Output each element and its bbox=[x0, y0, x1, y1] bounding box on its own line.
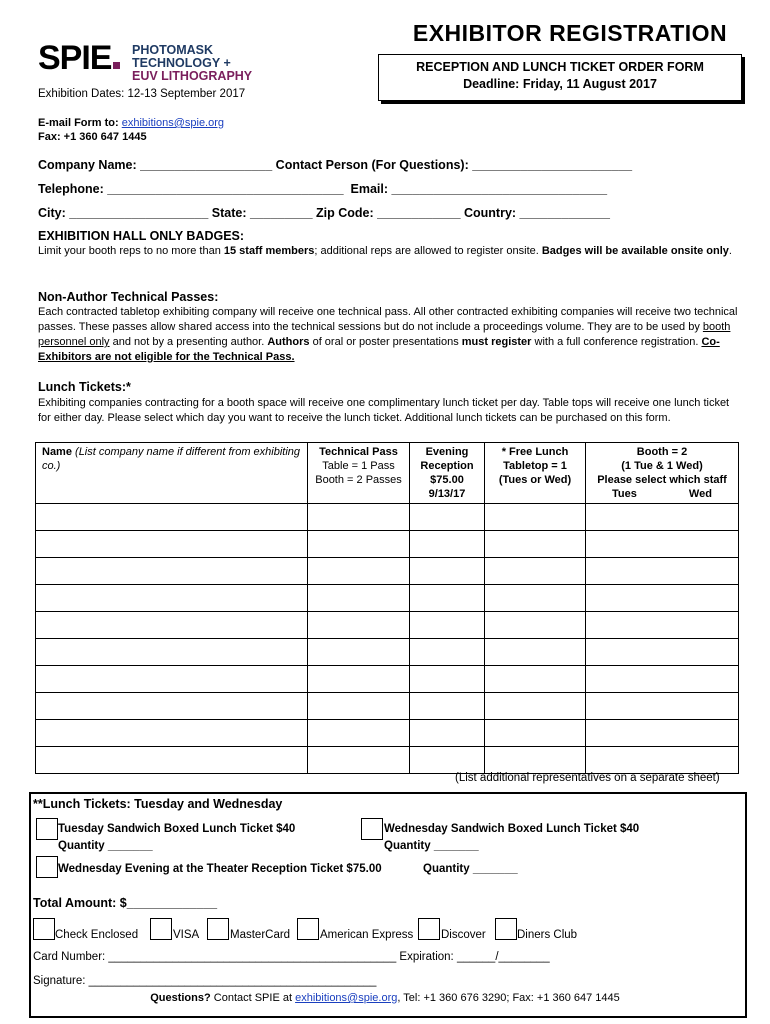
booth-cell[interactable] bbox=[586, 639, 739, 666]
check-enclosed-checkbox[interactable] bbox=[33, 918, 55, 940]
name-cell[interactable] bbox=[36, 612, 308, 639]
lunch-order-box bbox=[29, 792, 747, 1018]
name-cell[interactable] bbox=[36, 747, 308, 774]
name-cell[interactable] bbox=[36, 693, 308, 720]
name-header-note: (List company name if different from exhibiting co.) bbox=[42, 446, 301, 472]
technical-text-d: Authors bbox=[267, 336, 310, 348]
free-lunch-cell[interactable] bbox=[485, 693, 586, 720]
badges-text-a: Limit your booth reps to no more than bbox=[38, 245, 224, 257]
eve-header-1: Evening bbox=[425, 446, 469, 458]
wednesday-lunch-label: Wednesday Sandwich Boxed Lunch Ticket $40 bbox=[384, 823, 640, 835]
logo-dot-icon bbox=[113, 62, 120, 69]
evening-cell[interactable] bbox=[410, 693, 485, 720]
name-cell[interactable] bbox=[36, 558, 308, 585]
free-lunch-cell[interactable] bbox=[485, 504, 586, 531]
booth-cell[interactable] bbox=[586, 720, 739, 747]
page-title: EXHIBITOR REGISTRATION bbox=[412, 20, 728, 46]
technical-text-h: Co-Exhibitors are not eligible for the Technical Pass. bbox=[38, 336, 720, 363]
table-row[interactable] bbox=[36, 585, 739, 612]
table-row[interactable] bbox=[36, 747, 739, 774]
name-cell[interactable] bbox=[36, 720, 308, 747]
free-lunch-cell[interactable] bbox=[485, 639, 586, 666]
evening-cell[interactable] bbox=[410, 504, 485, 531]
tech-cell[interactable] bbox=[308, 693, 410, 720]
free-lunch-cell[interactable] bbox=[485, 531, 586, 558]
exhibition-dates: Exhibition Dates: 12-13 September 2017 bbox=[38, 88, 246, 100]
booth-cell[interactable] bbox=[586, 558, 739, 585]
booth-tues-label: Tues bbox=[612, 488, 637, 500]
name-cell[interactable] bbox=[36, 639, 308, 666]
footer-email-link[interactable]: exhibitions@spie.org bbox=[295, 992, 398, 1004]
lunch-heading: Lunch Tickets:* bbox=[38, 380, 131, 394]
evening-cell[interactable] bbox=[410, 612, 485, 639]
lunch-text: Exhibiting companies contracting for a booth space will receive one complimentary lunch ticket per day. Table tops will receive one lunch ticket for either day. Please select which day you want to receive the lunch ticket. Additional lunch tickets can be purchased on this form. bbox=[38, 397, 730, 424]
evening-cell[interactable] bbox=[410, 747, 485, 774]
additional-reps-note: (List additional representatives on a separate sheet) bbox=[455, 772, 720, 784]
deadline: Deadline: Friday, 11 August 2017 bbox=[463, 77, 657, 91]
tech-cell[interactable] bbox=[308, 639, 410, 666]
tech-cell[interactable] bbox=[308, 747, 410, 774]
booth-cell[interactable] bbox=[586, 693, 739, 720]
discover-label: Discover bbox=[441, 929, 486, 941]
tuesday-lunch-quantity[interactable]: Quantity _______ bbox=[58, 840, 153, 852]
booth-cell[interactable] bbox=[586, 612, 739, 639]
free-lunch-cell[interactable] bbox=[485, 612, 586, 639]
check-enclosed-label: Check Enclosed bbox=[55, 929, 139, 941]
company-contact-field-row[interactable]: Company Name: ___________________ Contact Person (For Questions): _______________________ bbox=[38, 158, 633, 172]
evening-cell[interactable] bbox=[410, 531, 485, 558]
discover-checkbox[interactable] bbox=[418, 918, 440, 940]
booth-header-1: Booth = 2 bbox=[636, 446, 688, 458]
technical-text-c: and not by a presenting author. bbox=[109, 336, 268, 348]
logo-line-3: EUV LITHOGRAPHY bbox=[132, 69, 253, 83]
badges-text-d: Badges will be available onsite only bbox=[541, 245, 729, 257]
booth-cell[interactable] bbox=[586, 585, 739, 612]
spie-logo bbox=[38, 38, 120, 78]
footer-contact-text: Contact SPIE at bbox=[210, 992, 296, 1004]
badges-text-c: ; additional reps are allowed to register onsite. bbox=[314, 245, 542, 257]
booth-header-3: Please select which staff bbox=[597, 474, 727, 486]
booth-wed-label: Wed bbox=[688, 488, 712, 500]
diners-club-label: Diners Club bbox=[517, 929, 578, 941]
order-form-title: RECEPTION AND LUNCH TICKET ORDER FORM bbox=[416, 60, 704, 74]
name-cell[interactable] bbox=[36, 585, 308, 612]
contact-block bbox=[38, 116, 224, 144]
event-logo-text bbox=[132, 44, 252, 83]
tech-cell[interactable] bbox=[308, 612, 410, 639]
table-row[interactable] bbox=[36, 693, 739, 720]
eve-header-3: $75.00 bbox=[430, 474, 464, 486]
technical-text bbox=[38, 305, 738, 365]
tech-cell[interactable] bbox=[308, 585, 410, 612]
wednesday-lunch-checkbox[interactable] bbox=[361, 818, 383, 840]
free-lunch-cell[interactable] bbox=[485, 666, 586, 693]
visa-label: VISA bbox=[173, 929, 200, 941]
booth-cell[interactable] bbox=[586, 747, 739, 774]
tech-header-booth: Booth = 2 Passes bbox=[315, 474, 402, 486]
evening-reception-checkbox[interactable] bbox=[36, 856, 58, 878]
table-header-row bbox=[36, 443, 739, 504]
email-link[interactable]: exhibitions@spie.org bbox=[121, 117, 225, 129]
booth-cell[interactable] bbox=[586, 531, 739, 558]
logo-line-1: PHOTOMASK bbox=[132, 43, 214, 57]
evening-cell[interactable] bbox=[410, 666, 485, 693]
footer-questions-label: Questions? bbox=[150, 992, 211, 1004]
name-cell[interactable] bbox=[36, 504, 308, 531]
badges-text-e: . bbox=[728, 245, 732, 257]
evening-reception-quantity[interactable]: Quantity _______ bbox=[423, 863, 518, 875]
technical-pass-column-header bbox=[308, 443, 410, 504]
visa-checkbox[interactable] bbox=[150, 918, 172, 940]
footer-questions bbox=[0, 992, 770, 1004]
free-lunch-cell[interactable] bbox=[485, 558, 586, 585]
name-cell[interactable] bbox=[36, 666, 308, 693]
table-row[interactable] bbox=[36, 504, 739, 531]
booth-header-2: (1 Tue & 1 Wed) bbox=[621, 460, 703, 472]
free-lunch-cell[interactable] bbox=[485, 585, 586, 612]
badges-heading: EXHIBITION HALL ONLY BADGES: bbox=[38, 229, 245, 243]
tech-cell[interactable] bbox=[308, 666, 410, 693]
free-header-3: (Tues or Wed) bbox=[498, 474, 572, 486]
tech-cell[interactable] bbox=[308, 720, 410, 747]
table-row[interactable] bbox=[36, 639, 739, 666]
table-row[interactable] bbox=[36, 612, 739, 639]
representatives-table bbox=[35, 442, 739, 774]
booth-day-labels bbox=[586, 487, 738, 501]
mastercard-label: MasterCard bbox=[230, 929, 291, 941]
badges-text bbox=[38, 244, 738, 259]
free-lunch-column-header bbox=[485, 443, 586, 504]
evening-cell[interactable] bbox=[410, 720, 485, 747]
wednesday-lunch-quantity[interactable]: Quantity _______ bbox=[384, 840, 479, 852]
signature-field[interactable]: Signature: _____________________________________________ bbox=[33, 975, 377, 987]
tech-cell[interactable] bbox=[308, 558, 410, 585]
eve-header-4: 9/13/17 bbox=[428, 488, 466, 500]
evening-cell[interactable] bbox=[410, 585, 485, 612]
technical-text-g: with a full conference registration. bbox=[531, 336, 702, 348]
logo-line-2: TECHNOLOGY + bbox=[132, 56, 231, 70]
technical-text-e: of oral or poster presentations bbox=[309, 336, 462, 348]
footer-phone-fax: , Tel: +1 360 676 3290; Fax: +1 360 647 1445 bbox=[397, 992, 620, 1004]
tech-cell[interactable] bbox=[308, 531, 410, 558]
name-header-bold: Name bbox=[42, 446, 72, 458]
total-amount[interactable]: Total Amount: $_____________ bbox=[33, 896, 218, 910]
free-header-2: Tabletop = 1 bbox=[503, 460, 567, 472]
tuesday-lunch-label: Tuesday Sandwich Boxed Lunch Ticket $40 bbox=[58, 823, 296, 835]
evening-cell[interactable] bbox=[410, 558, 485, 585]
technical-heading: Non-Author Technical Passes: bbox=[38, 290, 219, 304]
order-form-title-box bbox=[378, 54, 742, 101]
table-row[interactable] bbox=[36, 558, 739, 585]
card-number-field[interactable]: Card Number: _____________________________________________ Expiration: ______/________ bbox=[33, 951, 550, 963]
badges-text-b: 15 staff members bbox=[223, 245, 315, 257]
free-lunch-cell[interactable] bbox=[485, 747, 586, 774]
logo-spie-text: SPIE bbox=[38, 39, 112, 77]
evening-reception-column-header bbox=[410, 443, 485, 504]
booth-cell[interactable] bbox=[586, 504, 739, 531]
booth-cell[interactable] bbox=[586, 666, 739, 693]
technical-text-f: must register bbox=[461, 336, 532, 348]
table-row[interactable] bbox=[36, 720, 739, 747]
name-column-header bbox=[36, 443, 308, 504]
table-row[interactable] bbox=[36, 666, 739, 693]
fax-number: Fax: +1 360 647 1445 bbox=[38, 131, 147, 143]
booth-lunch-column-header bbox=[586, 443, 739, 504]
address-field-row[interactable]: City: ____________________ State: _________ Zip Code: ____________ Country: _____________ bbox=[38, 206, 610, 220]
technical-text-a: Each contracted tabletop exhibiting company will receive one technical pass. All other contracted exhibiting companies will receive two technical passes. These passes allow shared access into the technical sessions but do not include a proceedings volume. They are to be used by bbox=[38, 306, 738, 333]
eve-header-2: Reception bbox=[420, 460, 474, 472]
tuesday-lunch-checkbox[interactable] bbox=[36, 818, 58, 840]
amex-checkbox[interactable] bbox=[297, 918, 319, 940]
name-cell[interactable] bbox=[36, 531, 308, 558]
free-header-1: * Free Lunch bbox=[501, 446, 569, 458]
mastercard-checkbox[interactable] bbox=[207, 918, 229, 940]
free-lunch-cell[interactable] bbox=[485, 720, 586, 747]
evening-reception-label: Wednesday Evening at the Theater Reception Ticket $75.00 bbox=[58, 863, 382, 875]
telephone-email-field-row[interactable]: Telephone: __________________________________ Email: _______________________________ bbox=[38, 182, 608, 196]
table-row[interactable] bbox=[36, 531, 739, 558]
amex-label: American Express bbox=[320, 929, 414, 941]
evening-cell[interactable] bbox=[410, 639, 485, 666]
technical-text-b: booth personnel only bbox=[38, 321, 731, 348]
tech-header-table: Table = 1 Pass bbox=[322, 460, 395, 472]
diners-club-checkbox[interactable] bbox=[495, 918, 517, 940]
email-form-label: E-mail Form to: bbox=[38, 117, 119, 129]
lunch-order-heading: **Lunch Tickets: Tuesday and Wednesday bbox=[33, 797, 283, 811]
tech-cell[interactable] bbox=[308, 504, 410, 531]
tech-header-title: Technical Pass bbox=[319, 446, 398, 458]
